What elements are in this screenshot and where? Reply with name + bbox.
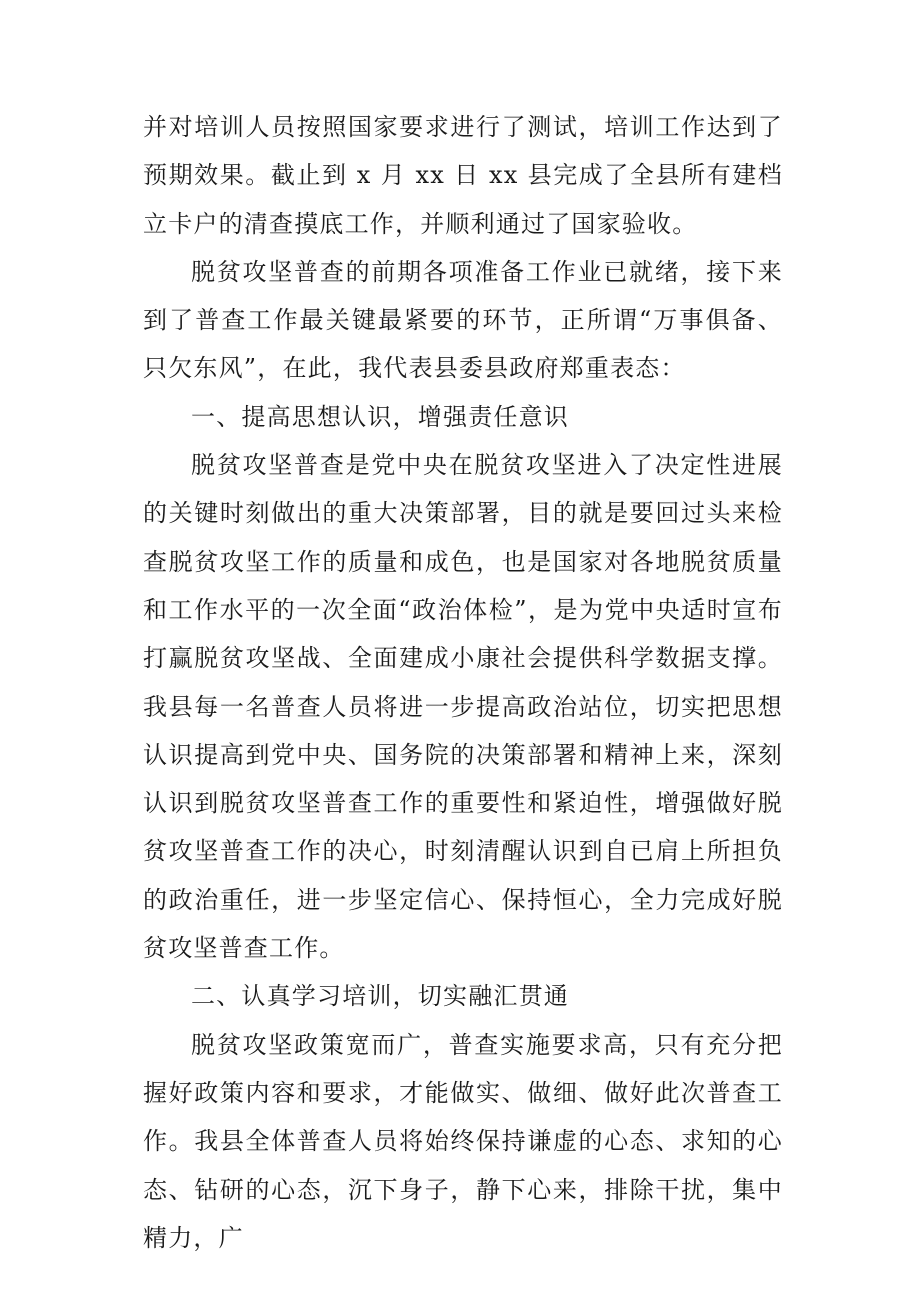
paragraph-continuation: 并对培训人员按照国家要求进行了测试，培训工作达到了预期效果。截止到 x 月 xx 日 xx 县完成了全县所有建档立卡户的清查摸底工作，并顺利通过了国家验收。 [143,113,783,238]
paragraph-commitment-intro: 脱贫攻坚普查的前期各项准备工作业已就绪，接下来到了普查工作最关键最紧要的环节，正所谓“万事俱备、只欠东风”，在此，我代表县委县政府郑重表态： [143,257,783,383]
section-heading-2: 二、认真学习培训，切实融汇贯通 [191,982,569,1011]
document-body [143,103,783,1262]
section-heading-1: 一、提高思想认识，增强责任意识 [191,402,569,431]
paragraph-section-1: 脱贫攻坚普查是党中央在脱贫攻坚进入了决定性进展的关键时刻做出的重大决策部署，目的就是要回过头来检查脱贫攻坚工作的质量和成色，也是国家对各地脱贫质量和工作水平的一次全面“政治体检”，是为党中央适时宣布打赢脱贫攻坚战、全面建成小康社会提供科学数据支撑。我县每一名普查人员将进一步提高政治站位，切实把思想认识提高到党中央、国务院的决策部署和精神上来，深刻认识到脱贫攻坚普查工作的重要性和紧迫性，增强做好脱贫攻坚普查工作的决心，时刻清醒认识到自已肩上所担负的政治重任，进一步坚定信心、保持恒心，全力完成好脱贫攻坚普查工作。 [143,451,783,963]
paragraph-section-2: 脱贫攻坚政策宽而广，普查实施要求高，只有充分把握好政策内容和要求，才能做实、做细、做好此次普查工作。我县全体普查人员将始终保持谦虚的心态、求知的心态、钻研的心态，沉下身子，静下心来，排除干扰，集中精力，广 [143,1030,783,1252]
